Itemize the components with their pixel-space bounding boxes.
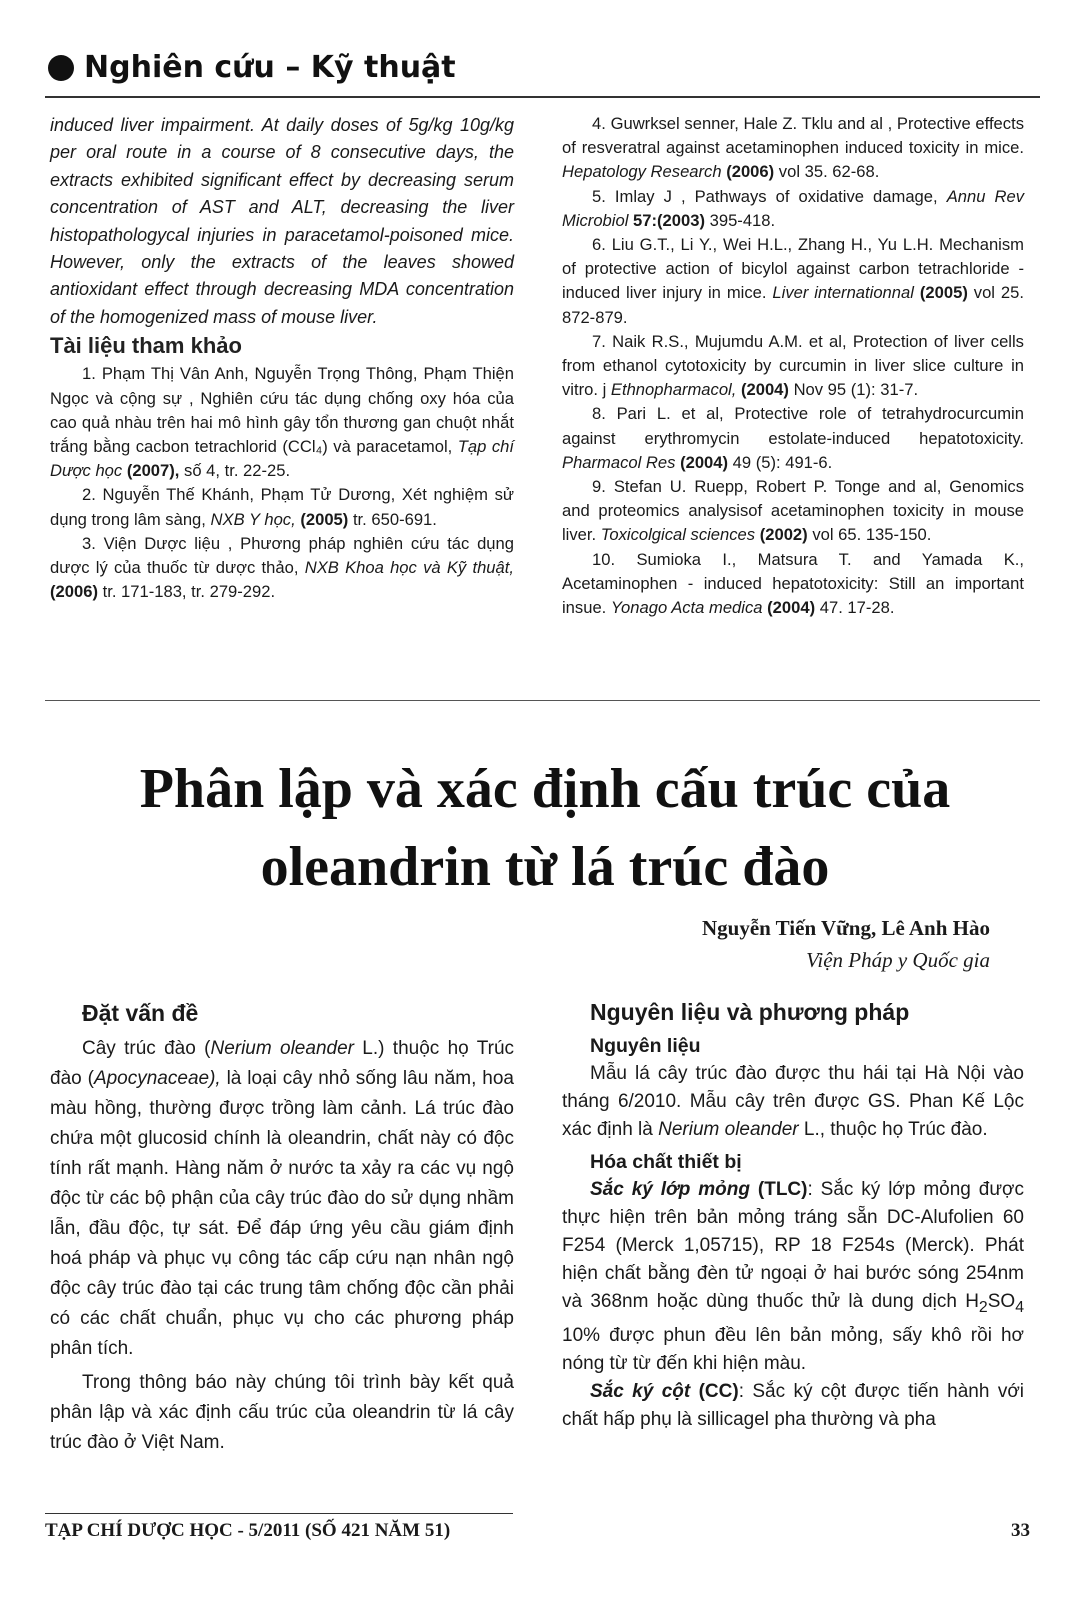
reference-item [562,548,1024,621]
reference-number: 6. [592,235,606,255]
references-list-left [50,362,514,604]
reference-authors: Guwrksel senner, Hale Z. Tklu and al , Protective effects of resveratral against acetaminophen induced toxicity in mice. [562,114,1024,158]
intro-paragraph-1 [50,1034,514,1364]
reference-year: 57:(2003) [633,210,705,230]
page-footer [45,1520,1030,1542]
reference-year: (2004) [680,452,729,472]
reference-pages: vol 25. 872-879. [562,283,1024,327]
reference-number: 7. [592,331,606,351]
reference-authors: Nguyễn Thế Khánh, Phạm Tử Dương, Xét nghiệm sử dụng trong lâm sàng, [50,485,514,529]
cc-label: Sắc ký cột [590,1380,691,1402]
reference-item [562,112,1024,185]
reference-year: (2006) [726,162,775,182]
page-number: 33 [1011,1520,1030,1541]
left-column-body [50,998,514,1458]
reference-number: 4. [592,114,606,133]
footer-rule [45,1513,513,1514]
methods-heading: Nguyên liệu và phương pháp [590,999,910,1025]
intro-text: L.) thuộc họ Trúc đào ( [50,1038,515,1089]
article-title [0,750,1090,906]
tlc-abbr: (TLC) [757,1179,808,1200]
reference-authors: Liu G.T., Li Y., Wei H.L., Zhang H., Yu L.H. Mechanism of protective action of bicylol against carbon tetrachloride - induced liver injury in mice. [562,235,1024,303]
reference-item [562,330,1024,403]
intro-text: là loại cây nhỏ sống lâu năm, hoa màu hồng, thường được trồng làm cảnh. Lá trúc đào chứa một glucosid chính là oleandrin, chất này có độc tính rất mạnh. Hàng năm ở nước ta xảy ra các vụ ngộ độc từ các bộ phận của cây trúc đào do sử dụng nhầm lẫn, đầu độc, tự sát. Để đáp ứng yêu cầu giám định hoá pháp và phục vụ công tác cấp cứu nạn nhân ngộ độc cây trúc đào tại các trung tâm chống độc cần phải có các chất chuẩn, phục vụ cho các phương pháp phân tích. [50,1068,515,1359]
reference-source: Toxicolgical sciences [600,525,756,545]
reference-number: 8. [592,404,606,424]
references-title: Tài liệu tham khảo [50,333,242,359]
section-title: Nghiên cứu – Kỹ thuật [84,50,456,85]
reference-authors: Viện Dược liệu , Phương pháp nghiên cứu tác dụng dược lý của thuốc từ dược thảo, [50,533,514,578]
reference-authors: Phạm Thị Vân Anh, Nguyễn Trọng Thông, Phạm Thiện Ngọc và cộng sự , Nghiên cứu tác dụng chống oxy hóa của cao quả nhàu trên hai mô hình gây tổn thương gan chuột nhắt trắng bằng cacbon tetrachlorid (CCl₄) và paracetamol, [50,364,514,457]
reference-year: (2005) [300,509,349,529]
reference-pages: 47. 17-28. [819,598,895,618]
reference-item [50,532,514,605]
reference-source: NXB Khoa học và Kỹ thuật, [304,558,514,578]
reference-number: 3. [82,533,96,553]
divider-rule [45,700,1040,701]
reference-item [50,483,514,531]
reference-source: Hepatology Research [562,162,722,182]
reference-source: Pharmacol Res [562,452,676,472]
reference-source: Liver internationnal [772,283,914,303]
reference-authors: Pari L. et al, Protective role of tetrahydrocurcumin against erythromycin estolate-induced hepatotoxicity. [562,404,1024,448]
reference-item [562,185,1024,233]
right-column-top [562,112,1024,620]
subscript: 2 [978,1298,988,1316]
cc-paragraph [562,1378,1024,1434]
reference-number: 1. [82,364,96,384]
reference-pages: 395-418. [709,210,776,230]
tlc-label: Sắc ký lớp mỏng [590,1179,750,1200]
reference-item [562,233,1024,330]
tlc-text: : Sắc ký lớp mỏng được thực hiện trên bản mỏng tráng sẵn DC-Alufolien 60 F254 (Merck 1,05715), RP 18 F254s (Merck). Phát hiện chất bằng đèn tử ngoại ở hai bước sóng 254nm và 368nm hoặc dùng thuốc thử là dung dịch H [562,1179,1024,1312]
materials-paragraph [562,1060,1024,1144]
materials-text: Mẫu lá cây trúc đào được thu hái tại Hà Nội vào tháng 6/2010. Mẫu cây trên được GS. Phan Kế Lộc xác định là [562,1063,1024,1140]
reference-item [562,475,1024,548]
section-header [48,44,456,92]
cc-abbr: (CC) [698,1380,739,1402]
reference-item [50,362,514,483]
formula-text: SO [987,1291,1016,1312]
reference-source: Ethnopharmacol, [610,380,737,400]
reference-source: Yonago Acta medica [610,598,763,618]
reference-number: 2. [82,485,96,505]
article-title-line2: oleandrin từ lá trúc đào [260,836,830,898]
materials-text: L., thuộc họ Trúc đào. [798,1119,988,1140]
reference-number: 9. [592,477,606,497]
reference-pages: 49 (5): 491-6. [732,452,833,472]
reference-authors: Naik R.S., Mujumdu A.M. et al, Protection of liver cells from ethanol cytotoxicity by curcumin in liver slice culture in vitro. j [562,331,1024,400]
reference-authors: Imlay J , Pathways of oxidative damage, [614,186,938,206]
cc-text: : Sắc ký cột được tiến hành với chất hấp phụ là sillicagel pha thường và pha [562,1380,1024,1430]
english-abstract: induced liver impairment. At daily doses of 5g/kg 10g/kg per oral route in a course of 8 consecutive days, the extracts exhibited significant effect by decreasing serum concentration of AST and ALT, decreasing the liver histopathologycal injuries in paracetamol-poisoned mice. However, only the extracts of the leaves showed antioxidant effect through decreasing MDA concentration of the homogenized mass of mouse liver. [50,115,514,327]
journal-name: TẠP CHÍ DƯỢC HỌC - 5/2011 (SỐ 421 NĂM 51) [45,1520,451,1541]
reference-source: NXB Y học, [210,509,296,529]
reference-year: (2005) [919,283,968,303]
reference-authors: Stefan U. Ruepp, Robert P. Tonge and al, Genomics and proteomics analysisof acetaminophen toxicity in mouse liver. [562,477,1024,545]
latin-name: Nerium oleander [658,1119,799,1140]
reference-year: (2006) [50,582,98,602]
reference-source: Tạp chí Dược học [50,437,514,481]
reference-pages: vol 65. 135-150. [812,525,932,545]
intro-text: Cây trúc đào ( [82,1038,211,1059]
bullet-icon [48,55,74,81]
materials-subheading: Nguyên liệu [590,1035,701,1057]
family-name: Apocynaceae), [93,1068,221,1089]
author-institution: Viện Pháp y Quốc gia [806,948,990,972]
subscript: 4 [1015,1298,1024,1316]
reference-pages: Nov 95 (1): 31-7. [793,380,919,400]
reference-year: (2004) [740,380,789,400]
reference-number: 5. [592,186,606,206]
tlc-paragraph [562,1176,1024,1378]
reference-pages: tr. 650-691. [352,509,437,529]
reference-year: (2004) [767,598,816,618]
reference-source: Annu Rev Microbiol [562,186,1025,230]
latin-name: Nerium oleander [210,1038,354,1059]
references-list-right [562,112,1024,620]
intro-paragraph-2: Trong thông báo này chúng tôi trình bày kết quả phân lập và xác định cấu trúc của oleandrin từ lá cây trúc đào ở Việt Nam. [50,1372,514,1453]
article-title-line1: Phân lập và xác định cấu trúc của [139,758,951,820]
reference-year: (2007), [126,461,180,481]
reference-year: (2002) [759,525,808,545]
author-block [702,912,990,976]
reference-authors: Sumioka I., Matsura T. and Yamada K., Acetaminophen - induced hepatotoxicity: Still an important insue. [562,549,1024,618]
reference-pages: số 4, tr. 22-25. [184,461,291,481]
tlc-text: 10% được phun đều lên bản mỏng, sấy khô rồi hơ nóng từ từ đến khi hiện màu. [562,1324,1024,1374]
equipment-subheading: Hóa chất thiết bị [590,1151,742,1173]
reference-number: 10. [592,549,616,569]
header-rule [45,96,1040,98]
reference-pages: tr. 171-183, tr. 279-292. [102,582,276,602]
reference-pages: vol 35. 62-68. [778,162,880,182]
reference-item [562,402,1024,475]
right-column-body [562,998,1024,1434]
left-column-top [50,112,514,604]
author-names: Nguyễn Tiến Vững, Lê Anh Hào [701,916,990,940]
intro-heading: Đặt vấn đề [82,1000,199,1026]
